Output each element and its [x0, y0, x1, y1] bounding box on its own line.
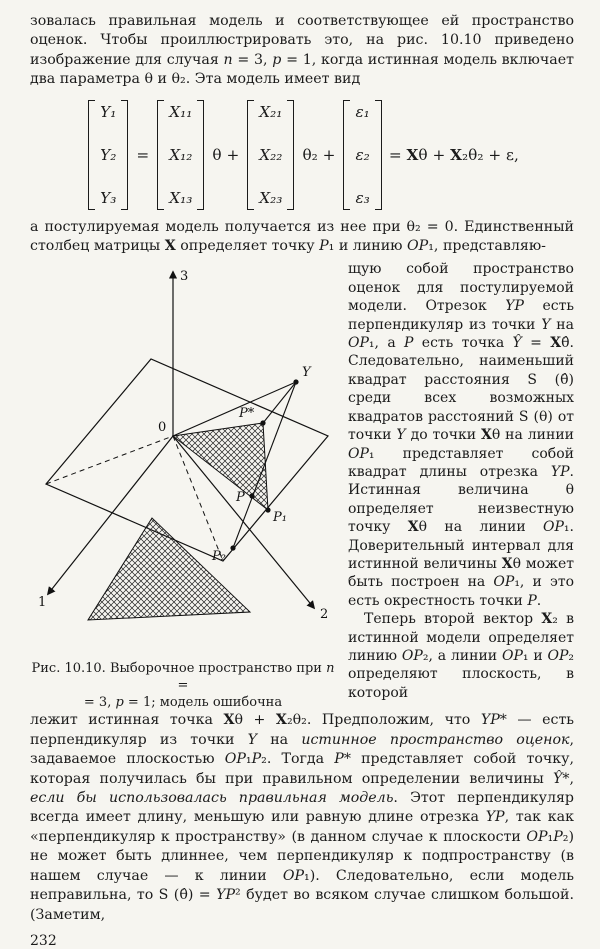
axis-2-label: 2 — [320, 607, 329, 623]
segment-y-pstar — [263, 382, 296, 423]
paragraph-top: зовалась правильная модель и соответствующее ей пространство оценок. Чтобы проиллюстрировать это, на рис. 10.10 приведено изображение для случая n = 3, p = 1, когда истинная модель включает два параметра θ и θ₂. Эта модель имеет вид — [30, 13, 574, 88]
origin-label: 0 — [158, 420, 167, 436]
vector-x1: X₁₁ X₁₂ X₁₃ — [157, 100, 204, 210]
equation-rhs: = Xθ + X₂θ₂ + ε, — [388, 145, 519, 164]
point-p — [249, 494, 254, 499]
right-column-paragraph-2: Теперь второй вектор X₂ в истинной модели определяет линию OP₂, а линии OP₁ и OP₂ определяют плоскость, в которой — [348, 611, 575, 701]
equals-sign: = — [136, 145, 150, 164]
label-p1: P₁ — [273, 510, 287, 526]
label-y: Y — [302, 365, 311, 381]
sample-space-diagram — [30, 260, 336, 652]
vector-y: Y₁ Y₂ Y₃ — [88, 100, 128, 210]
point-pstar — [260, 421, 265, 426]
theta2-plus: θ₂ + — [302, 145, 336, 164]
two-column-zone — [30, 260, 574, 711]
paragraph-postulate: а постулируемая модель получается из нее при θ₂ = 0. Единственный столбец матрицы X определяет точку P₁ и линию OP₁, представляю- — [30, 218, 574, 255]
axis-1-label: 1 — [38, 595, 47, 611]
theta-plus: θ + — [212, 145, 240, 164]
matrix-equation — [30, 100, 574, 210]
bottom-paragraph: лежит истинная точка Xθ + X₂θ₂. Предположим, что YP* — есть перпендикуляр из точки Y на истинное пространство оценок, задаваемое плоскостью OP₁P₂. Тогда P* представляет собой точку, которая получилась бы при правильном определении величины Ŷ*, если бы использовалась правильная модель. Этот перпендикуляр всегда имеет длину, меньшую или равную длине отрезка YP, так как «перпендикуляр к пространству» (в данном случае к плоскости OP₁P₂) не может быть длиннее, чем перпендикуляр к подпространству (в нашем случае — к линии OP₁). Следовательно, если модель неправильна, то S (θ̂) = YP² будет во всяком случае слишком большой. (Заметим, — [30, 712, 575, 923]
vector-epsilon: ε₁ ε₂ ε₃ — [343, 100, 381, 210]
vector-x2: X₂₁ X₂₂ X₂₃ — [247, 100, 294, 210]
axis-3-label: 3 — [180, 269, 189, 285]
point-p1 — [265, 508, 270, 513]
plane-outline — [46, 359, 328, 561]
label-p: P — [236, 490, 245, 506]
right-column — [348, 260, 574, 711]
hatched-region-lower — [88, 518, 250, 620]
figure-block — [30, 260, 336, 711]
figure-caption — [30, 660, 336, 711]
figure-caption-line2: = 3, p = 1; модель ошибочна — [83, 695, 283, 711]
figure-caption-line1: Рис. 10.10. Выборочное пространство при n = — [31, 661, 335, 694]
label-pstar: P* — [239, 406, 255, 422]
point-y — [293, 380, 298, 385]
point-p2 — [230, 546, 235, 551]
label-p2: P₂ — [212, 549, 226, 565]
page-number: 232 — [30, 932, 57, 949]
right-column-paragraph-1: щую собой пространство оценок для постулируемой модели. Отрезок YP есть перпендикуляр из точки Y на OP₁, а P есть точка Ŷ = Xθ̂. Следовательно, наименьший квадрат расстояния S (θ̂) среди всех возможных квадратов расстояний S (θ) от точки Y до точки Xθ на линии OP₁ представляет собой квадрат длины отрезка YP. Истинная величина θ определяет неизвестную точку Xθ на линии OP₁. Доверительный интервал для истинной величины Xθ может быть построен на OP₁, и это есть окрестность точки P. — [348, 261, 575, 609]
